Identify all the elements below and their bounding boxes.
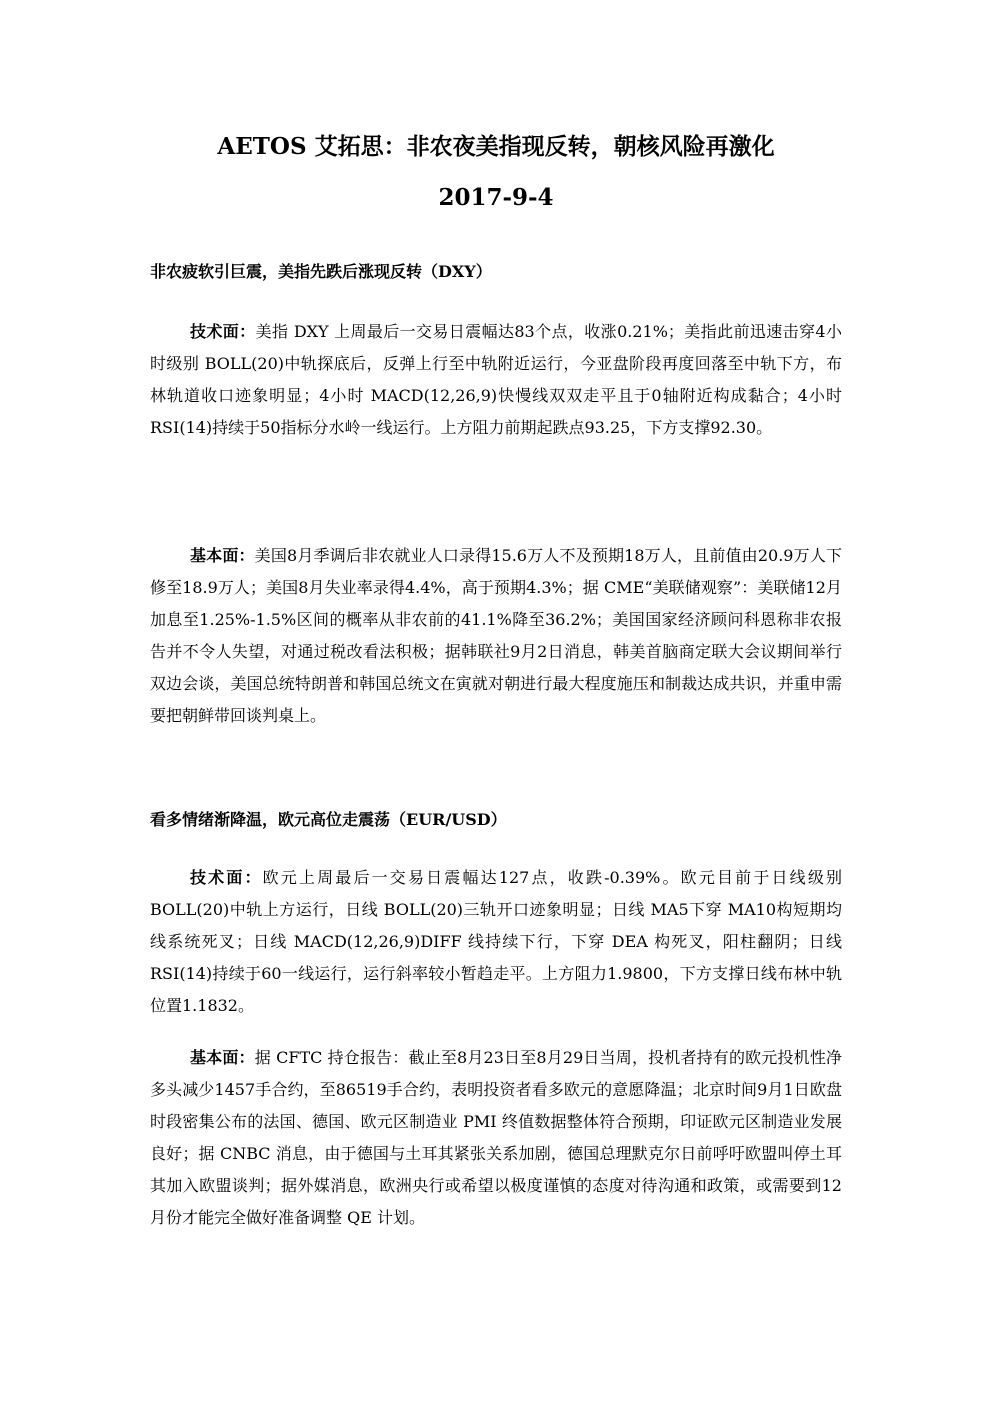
fundamental-label: 基本面： xyxy=(190,1048,255,1067)
fundamental-label: 基本面： xyxy=(190,546,255,565)
technical-text: 欧元上周最后一交易日震幅达127点，收跌-0.39%。欧元目前于日线级别 BOLL(20)中轨上方运行，日线 BOLL(20)三轨开口迹象明显；日线 MA5下穿 MA10构短期均线系统死叉；日线 MACD(12,26,9)DIFF 线持续下行，下穿 DEA 构死叉，阳柱翻阴；日线 RSI(14)持续于60一线运行，运行斜率较小暂趋走平。上方阻力1.9800，下方支撑日线布林中轨位置1.1832。 xyxy=(150,868,842,1015)
paragraph-eurusd-fundamental xyxy=(150,1042,842,1234)
fundamental-text: 美国8月季调后非农就业人口录得15.6万人不及预期18万人，且前值由20.9万人下修至18.9万人；美国8月失业率录得4.4%，高于预期4.3%；据 CME“美联储观察”：美联储12月加息至1.25%-1.5%区间的概率从非农前的41.1%降至36.2%；美国国家经济顾问科恩称非农报告并不令人失望，对通过税改看法积极；据韩联社9月2日消息，韩美首脑商定联大会议期间举行双边会谈，美国总统特朗普和韩国总统文在寅就对朝进行最大程度施压和制裁达成共识，并重申需要把朝鲜带回谈判桌上。 xyxy=(150,546,842,725)
paragraph-eurusd-technical xyxy=(150,862,842,1022)
section-heading-dxy: 非农疲软引巨震，美指先跌后涨现反转（DXY） xyxy=(150,262,492,281)
document-title: AETOS 艾拓思：非农夜美指现反转，朝核风险再激化 xyxy=(217,133,775,160)
section-heading-eurusd: 看多情绪渐降温，欧元高位走震荡（EUR/USD） xyxy=(150,810,507,829)
document-date: 2017-9-4 xyxy=(438,184,554,211)
paragraph-dxy-technical xyxy=(150,316,842,444)
technical-text: 美指 DXY 上周最后一交易日震幅达83个点，收涨0.21%；美指此前迅速击穿4小时级别 BOLL(20)中轨探底后，反弹上行至中轨附近运行，今亚盘阶段再度回落至中轨下方，布林轨道收口迹象明显；4小时 MACD(12,26,9)快慢线双双走平且于0轴附近构成黏合；4小时 RSI(14)持续于50指标分水岭一线运行。上方阻力前期起跌点93.25，下方支撑92.30。 xyxy=(150,322,842,437)
fundamental-text: 据 CFTC 持仓报告：截止至8月23日至8月29日当周，投机者持有的欧元投机性净多头减少1457手合约，至86519手合约，表明投资者看多欧元的意愿降温；北京时间9月1日欧盘时段密集公布的法国、德国、欧元区制造业 PMI 终值数据整体符合预期，印证欧元区制造业发展良好；据 CNBC 消息，由于德国与土耳其紧张关系加剧，德国总理默克尔日前呼吁欧盟叫停土耳其加入欧盟谈判；据外媒消息，欧洲央行或希望以极度谨慎的态度对待沟通和政策，或需要到12月份才能完全做好准备调整 QE 计划。 xyxy=(150,1048,842,1227)
technical-label: 技术面： xyxy=(190,868,263,887)
technical-label: 技术面： xyxy=(190,322,256,341)
paragraph-dxy-fundamental xyxy=(150,540,842,732)
